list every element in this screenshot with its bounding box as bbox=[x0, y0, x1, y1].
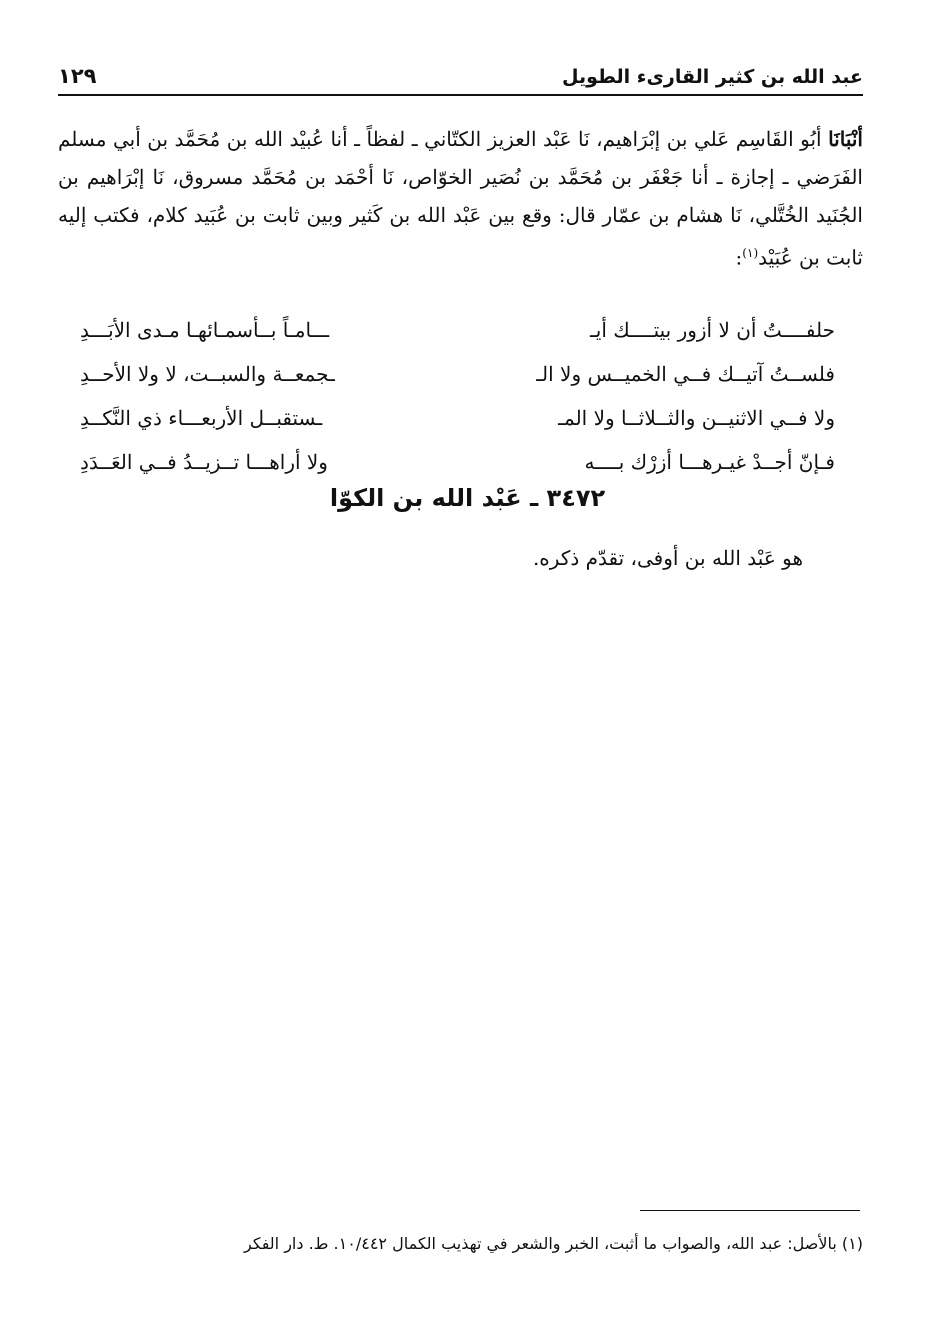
footnote-divider bbox=[640, 1210, 860, 1211]
poem-verse bbox=[80, 352, 835, 396]
entry-body: هو عَبْد الله بن أوفى، تقدّم ذكره. bbox=[532, 546, 803, 570]
page-number: ١٢٩ bbox=[58, 64, 97, 88]
poem bbox=[80, 308, 835, 484]
paragraph-text: أبُو القَاسِم عَلي بن إبْرَاهيم، نَا عَبْد العزيز الكتّاني ـ لفظاً ـ أنا عُبيْد الله بن مُحَمَّد بن أبي مسلم الفَرَضي ـ إجازة ـ أنا جَعْفَر بن مُحَمَّد بن نُصَير الخوّاص، نَا أحْمَد بن مُحَمَّد مسروق، نَا إبْرَاهيم بن الجُنَيد الخُتَّلي، نَا هشام بن عمّار قال: وقع بين عَبْد الله بن كَثير وبين ثابت بن عُبَيد كلام، فكتب إليه ثابت بن عُبَيْد bbox=[58, 127, 863, 270]
verse-second-hemistich: ـجمعــة والسبــت، لا ولا الأحــدِ bbox=[80, 362, 335, 386]
footnote: (١) بالأصل: عبد الله، والصواب ما أثبت، الخبر والشعر في تهذيب الكمال ١٠/٤٤٢. ط. دار الفكر bbox=[244, 1234, 863, 1253]
verse-second-hemistich: ـستقبــل الأربعـــاء ذي النَّكــدِ bbox=[80, 406, 323, 430]
main-paragraph bbox=[58, 120, 863, 277]
verse-second-hemistich: ـــامـاً بــأسمـائهـا مـدى الأبَـــدِ bbox=[80, 318, 330, 342]
poem-verse bbox=[80, 308, 835, 352]
running-title: عبد الله بن كثير القارىء الطويل bbox=[561, 66, 863, 88]
poem-verse bbox=[80, 396, 835, 440]
footnote-reference: (١) bbox=[742, 246, 759, 260]
lead-word: أنْبَانَا bbox=[828, 127, 863, 151]
verse-first-hemistich: حلفــــتُ أن لا أزور بيتــــك أيـ bbox=[589, 318, 835, 342]
verse-first-hemistich: ولا فــي الاثنيــن والثــلاثــا ولا المـ bbox=[558, 406, 835, 430]
poem-verse bbox=[80, 440, 835, 484]
verse-first-hemistich: فـإنّ أجــدْ غيـرهـــا أزرْك بــــه bbox=[584, 450, 835, 474]
paragraph-end: : bbox=[735, 245, 743, 270]
entry-heading: ٣٤٧٢ ـ عَبْد الله بن الكوّا bbox=[329, 484, 606, 512]
verse-second-hemistich: ولا أراهـــا تــزيــدُ فــي العَــدَدِ bbox=[80, 450, 328, 474]
running-header bbox=[58, 56, 863, 96]
verse-first-hemistich: فلســتُ آتيــك فــي الخميــس ولا الـ bbox=[536, 362, 835, 386]
